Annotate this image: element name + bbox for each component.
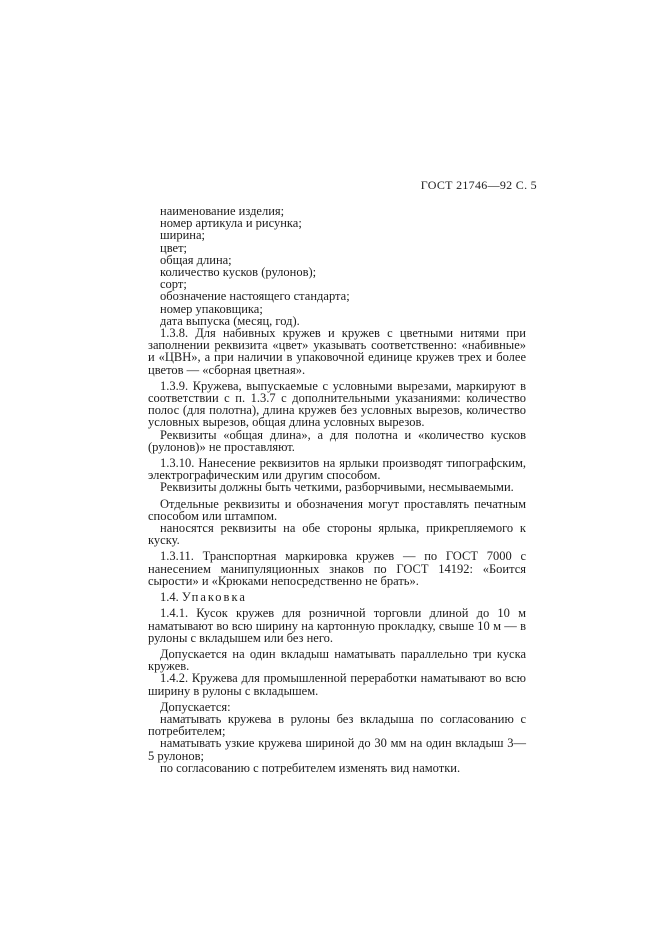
- clause-1-3-9: 1.3.9. Кружева, выпускаемые с условными вырезами, маркируют в соответствии с п. 1.3.7 с дополнительными указаниями: количество полос (для полотна), длина кружев без условных вырезов, количество условных вырезов, общая длина условных вырезов.: [148, 378, 526, 430]
- section-heading: [148, 591, 526, 603]
- list-item: номер артикула и рисунка;: [160, 216, 302, 231]
- list-item: наименование изделия;: [160, 204, 285, 218]
- clause-1-3-11: 1.3.11. Транспортная маркировка кружев — по ГОСТ 7000 с нанесением манипуляционных знаков по ГОСТ 14192: «Боится сырости» и «Крюками непосредственно не брать».: [148, 549, 526, 588]
- requisites-list: [148, 205, 526, 327]
- page-header: ГОСТ 21746—92 С. 5: [420, 178, 537, 192]
- requisites-note: Реквизиты «общая длина», а для полотна и «количество кусков (рулонов)» не проставляют.: [148, 427, 526, 454]
- separate-requisites: Отдельные реквизиты и обозначения могут проставлять печатным способом или штампом.: [148, 496, 526, 523]
- allowed-item: наматывать кружева в рулоны без вкладыша по согласованию с потребителем;: [148, 711, 526, 739]
- list-item: дата выпуска (месяц, год).: [160, 313, 300, 328]
- allowed-item: наматывать узкие кружева шириной до 30 мм на один вкладыш 3—5 рулонов;: [148, 736, 526, 763]
- list-item: цвет;: [160, 240, 188, 255]
- list-item: номер упаковщика;: [160, 301, 263, 316]
- allowed-note-1: Допускается на один вкладыш наматывать параллельно три куска кружев.: [148, 646, 526, 674]
- section-number: 1.4.: [160, 590, 179, 605]
- requisites-quality: Реквизиты должны быть четкими, разборчивыми, несмываемыми.: [160, 480, 514, 495]
- document-body: [148, 205, 526, 774]
- clause-1-3-10: 1.3.10. Нанесение реквизитов на ярлыки производят типографским, электрографическим или другим способом.: [148, 456, 526, 483]
- allowed-heading: Допускается:: [160, 699, 231, 714]
- list-item: ширина;: [160, 228, 205, 243]
- list-item: обозначение настоящего стандарта;: [160, 289, 350, 304]
- clause-1-3-8: 1.3.8. Для набивных кружев и кружев с цветными нитями при заполнении реквизита «цвет» указывать соответственно: «набивные» и «ЦВН», а при наличии в упаковочной единице кружев трех и более цветов — «сборная цветная».: [148, 326, 526, 377]
- allowed-item: по согласованию с потребителем изменять вид намотки.: [160, 760, 461, 775]
- clause-1-4-1: 1.4.1. Кусок кружев для розничной торговли длиной до 10 м наматывают во всю ширину на картонную прокладку, свыше 10 м — в рулоны с вкладышем или без него.: [148, 606, 526, 645]
- clause-1-4-2: 1.4.2. Кружева для промышленной переработки наматывают во всю ширину в рулоны с вкладышем.: [148, 671, 526, 698]
- list-item: общая длина;: [160, 252, 232, 267]
- both-sides-note: наносятся реквизиты на обе стороны ярлыка, прикрепляемого к куску.: [148, 521, 526, 548]
- section-title: Упаковка: [181, 590, 247, 605]
- list-item: сорт;: [160, 277, 187, 292]
- list-item: количество кусков (рулонов);: [160, 265, 317, 280]
